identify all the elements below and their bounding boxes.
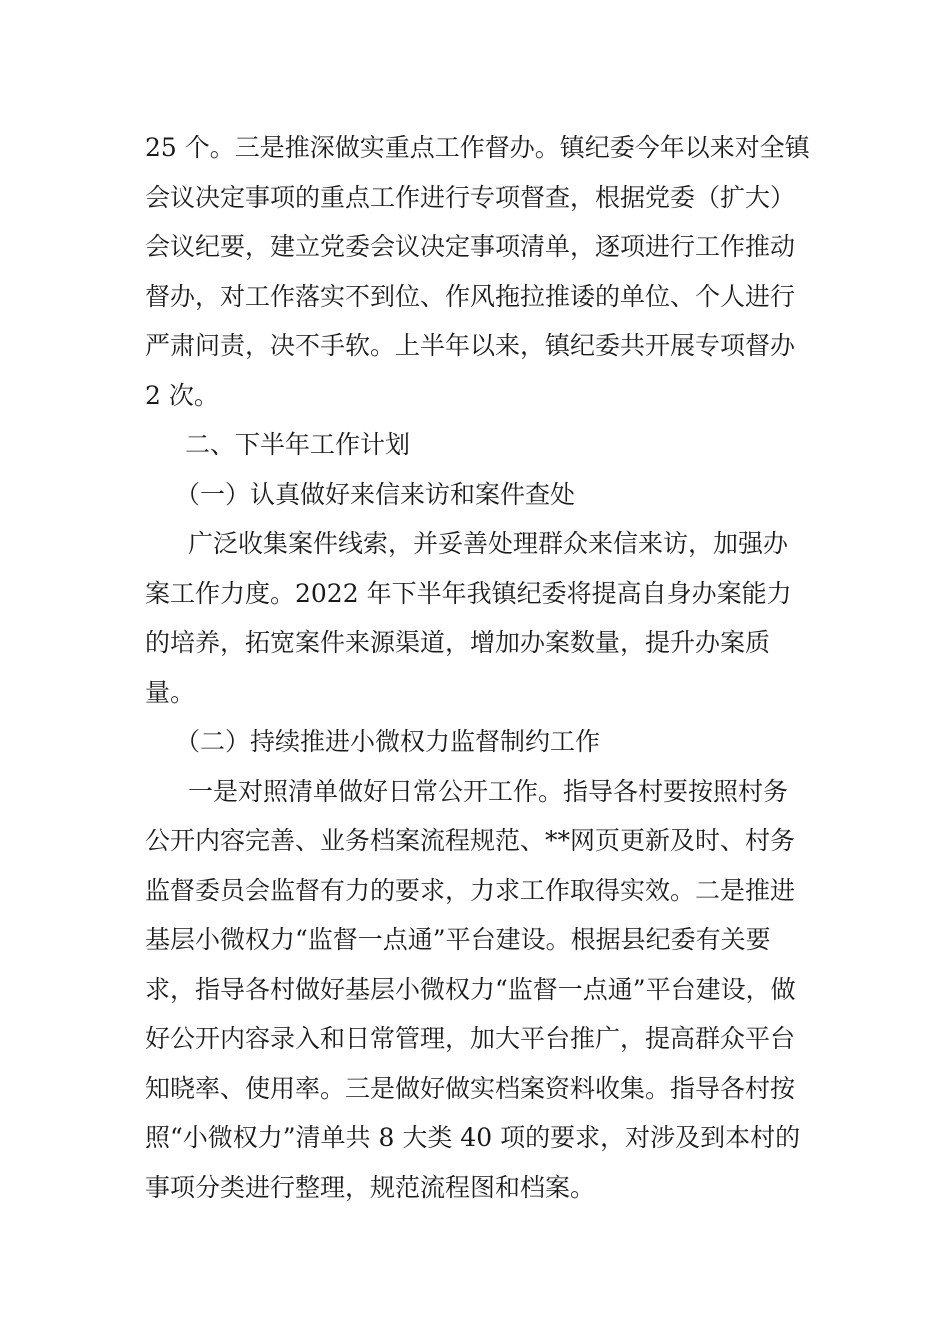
paragraph-cases: 广泛收集案件线索，并妥善处理群众来信来访，加强办案工作力度。2022 年下半年我镇纪委将提高自身办案能力的培养，拓宽案件来源渠道，增加办案数量，提升办案质量。 (145, 529, 792, 707)
document-body (145, 123, 810, 1212)
subsection-heading-micro-power: （二）持续推进小微权力监督制约工作 (175, 727, 601, 756)
section-heading-plan: 二、下半年工作计划 (185, 430, 411, 459)
paragraph-micro-power: 一是对照清单做好日常公开工作。指导各村要按照村务公开内容完善、业务档案流程规范、**网页更新及时、村务监督委员会监督有力的要求，力求工作取得实效。二是推进基层小微权力“监督一点通”平台建设。根据县纪委有关要求，指导各村做好基层小微权力“监督一点通”平台建设，做好公开内容录入和日常管理，加大平台推广，提高群众平台知晓率、使用率。三是做好做实档案资料收集。指导各村按照“小微权力”清单共 8 大类 40 项的要求，对涉及到本村的事项分类进行整理，规范流程图和档案。 (145, 776, 801, 1202)
paragraph-continuation: 25 个。三是推深做实重点工作督办。镇纪委今年以来对全镇会议决定事项的重点工作进行专项督查，根据党委（扩大）会议纪要，建立党委会议决定事项清单，逐项进行工作推动督办，对工作落实不到位、作风拖拉推诿的单位、个人进行严肃问责，决不手软。上半年以来，镇纪委共开展专项督办 2 次。 (145, 133, 810, 410)
subsection-heading-letters-cases: （一）认真做好来信来访和案件查处 (175, 479, 576, 509)
